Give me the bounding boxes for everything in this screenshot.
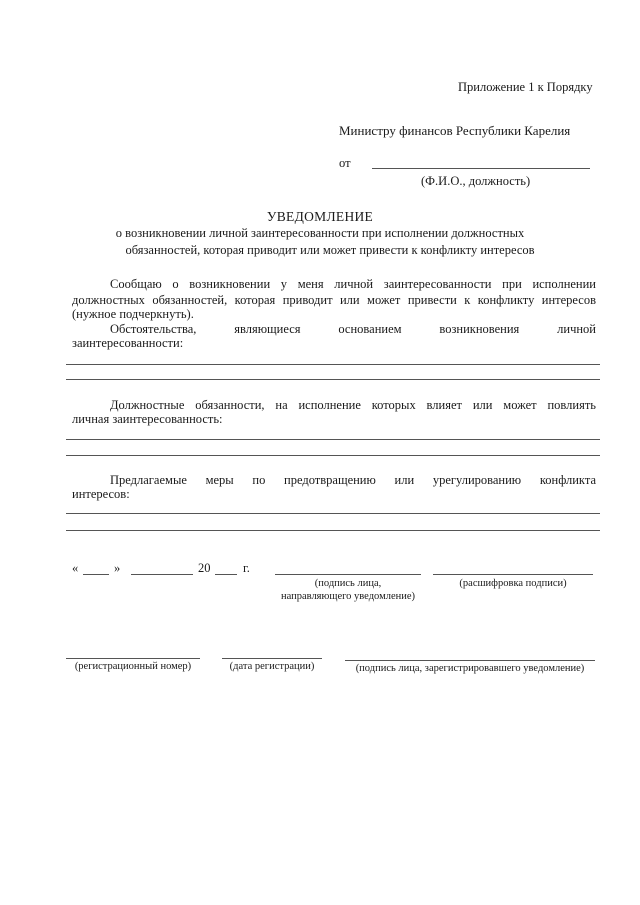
circumstances-line-2[interactable] xyxy=(66,379,600,380)
signature-field[interactable] xyxy=(275,574,421,575)
paragraph-3-line-1: Должностные обязанности, на исполнение которых влияет или может повлиять xyxy=(110,398,596,412)
from-label: от xyxy=(339,156,351,170)
paragraph-4-line-1: Предлагаемые меры по предотвращению или урегулированию конфликта xyxy=(110,473,596,487)
signature-decode-caption: (расшифровка подписи) xyxy=(459,578,567,589)
registration-number-field[interactable] xyxy=(66,658,200,659)
subtitle-line-2: обязанностей, которая приводит или может привести к конфликту интересов xyxy=(125,243,535,257)
date-year-suffix: г. xyxy=(243,561,250,575)
registrar-signature-caption: (подпись лица, зарегистрировавшего уведомление) xyxy=(355,663,585,674)
duties-line-2[interactable] xyxy=(66,455,600,456)
paragraph-2-line-1: Обстоятельства, являющиеся основанием возникновения личной xyxy=(110,322,596,336)
registration-date-caption: (дата регистрации) xyxy=(229,661,315,672)
addressee: Министру финансов Республики Карелия xyxy=(339,123,571,138)
measures-line-1[interactable] xyxy=(66,513,600,514)
date-close-quote: » xyxy=(114,561,121,575)
subtitle-line-1: о возникновении личной заинтересованности при исполнении должностных xyxy=(115,226,525,240)
signature-caption-line-2: направляющего уведомление) xyxy=(280,591,416,602)
circumstances-line-1[interactable] xyxy=(66,364,600,365)
paragraph-1-line-2: должностных обязанностей, которая приводит или может привести к конфликту интересов xyxy=(72,293,596,307)
paragraph-1-line-1: Сообщаю о возникновении у меня личной заинтересованности при исполнении xyxy=(110,277,596,291)
from-field-line[interactable] xyxy=(372,168,590,169)
signature-decode-field[interactable] xyxy=(433,574,593,575)
date-month-field[interactable] xyxy=(131,574,193,575)
annex-reference: Приложение 1 к Порядку xyxy=(458,80,593,94)
date-day-field[interactable] xyxy=(83,574,109,575)
paragraph-3-line-2: личная заинтересованность: xyxy=(72,412,223,426)
registration-number-caption: (регистрационный номер) xyxy=(74,661,192,672)
duties-line-1[interactable] xyxy=(66,439,600,440)
date-open-quote: « xyxy=(72,561,79,575)
signature-caption-line-1: (подпись лица, xyxy=(314,578,382,589)
paragraph-4-line-2: интересов: xyxy=(72,487,130,501)
paragraph-1-line-3: (нужное подчеркнуть). xyxy=(72,307,194,321)
date-year-prefix: 20 xyxy=(198,561,211,575)
fio-caption: (Ф.И.О., должность) xyxy=(421,174,531,188)
registrar-signature-field[interactable] xyxy=(345,660,595,661)
measures-line-2[interactable] xyxy=(66,530,600,531)
paragraph-2-line-2: заинтересованности: xyxy=(72,336,184,350)
date-year-field[interactable] xyxy=(215,574,237,575)
document-title: УВЕДОМЛЕНИЕ xyxy=(266,209,374,224)
registration-date-field[interactable] xyxy=(222,658,322,659)
